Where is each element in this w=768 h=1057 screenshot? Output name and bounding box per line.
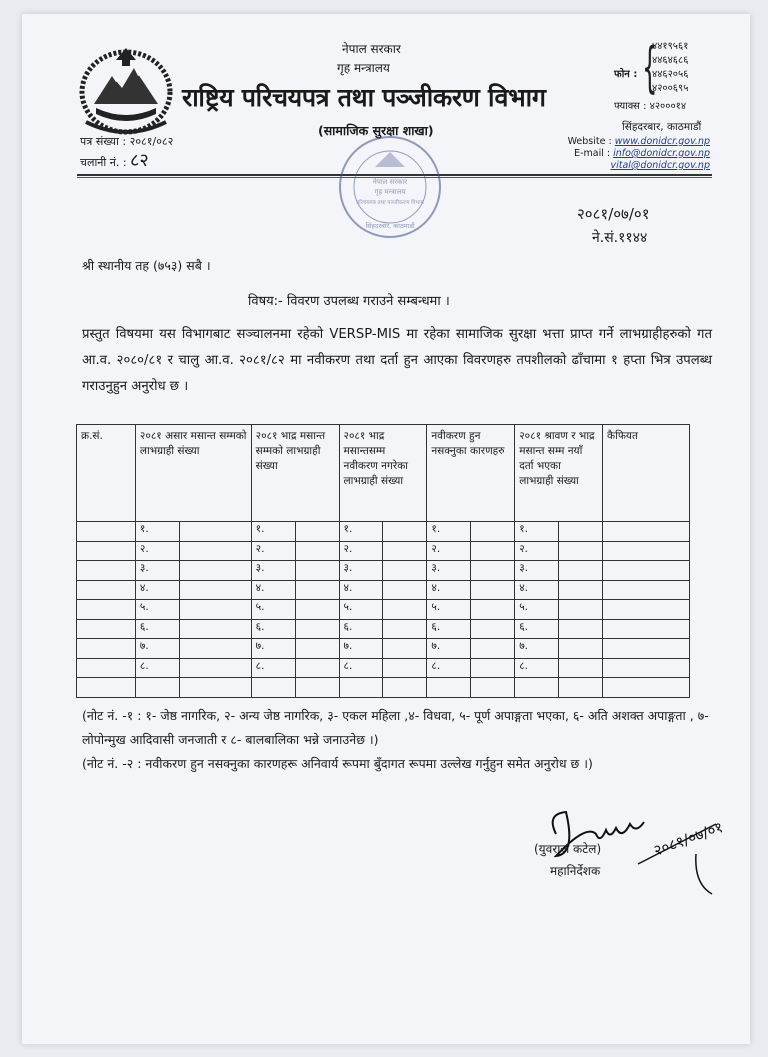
empty-cell (603, 678, 690, 698)
row-number-cell: ४. (427, 580, 471, 600)
row-number-cell: ८. (515, 658, 559, 678)
phone-number: ४२००६९५ (652, 83, 689, 94)
serial-cell (77, 658, 136, 678)
serial-cell (77, 639, 136, 659)
row-number-cell: ८. (427, 658, 471, 678)
row-number-cell: १. (251, 522, 295, 542)
empty-cell (339, 678, 383, 698)
row-number-cell: २. (251, 541, 295, 561)
nepal-emblem-icon (76, 42, 176, 138)
row-number-cell: ३. (339, 561, 383, 581)
table-row (77, 541, 690, 561)
column-header: नवीकरण हुन नसक्नुका कारणहरु (427, 425, 515, 522)
value-cell (559, 600, 603, 620)
row-number-cell: ५. (339, 600, 383, 620)
value-cell (295, 541, 339, 561)
value-cell (179, 639, 251, 659)
value-cell (471, 619, 515, 639)
empty-cell (251, 678, 295, 698)
value-cell (295, 600, 339, 620)
row-number-cell: १. (339, 522, 383, 542)
value-cell (559, 658, 603, 678)
empty-cell (295, 678, 339, 698)
body-paragraph: प्रस्तुत विषयमा यस विभागबाट सञ्चालनमा रहेको VERSP-MIS मा रहेका सामाजिक सुरक्षा भत्ता प्राप्त गर्ने लाभग्राहीहरुको गत आ.व. २०८०/८१ र चालु आ.व. २०८१/८२ मा नवीकरण तथा दर्ता हुन आएका विवरणहरु तपशीलको ढाँचामा १ हप्ता भित्र उपलब्ध गराउनुहुन अनुरोध छ । (82, 327, 712, 394)
row-number-cell: ७. (251, 639, 295, 659)
column-header: २०८१ भाद्र मसान्त सम्मको लाभग्राही संख्या (251, 425, 339, 522)
value-cell (295, 580, 339, 600)
empty-cell (179, 678, 251, 698)
row-number-cell: ७. (515, 639, 559, 659)
email-link-info[interactable]: info@donidcr.gov.np (613, 148, 710, 159)
row-number-cell: ७. (135, 639, 179, 659)
value-cell (559, 541, 603, 561)
value-cell (295, 619, 339, 639)
row-number-cell: ४. (515, 580, 559, 600)
empty-cell (77, 678, 136, 698)
table-row (77, 522, 690, 542)
row-number-cell: ६. (251, 619, 295, 639)
office-stamp (335, 132, 445, 242)
row-number-cell: २. (427, 541, 471, 561)
row-number-cell: ७. (339, 639, 383, 659)
reference-numbers (80, 132, 173, 172)
remarks-cell (603, 522, 690, 542)
stamp-line: नेपाल सरकार (372, 178, 408, 186)
value-cell (559, 561, 603, 581)
department-title: राष्ट्रिय परिचयपत्र तथा पञ्जीकरण विभाग (182, 83, 546, 112)
serial-cell (77, 522, 136, 542)
phone-label: फोन : (614, 69, 638, 80)
row-number-cell: ६. (135, 619, 179, 639)
email-label: E-mail : (574, 148, 611, 159)
row-number-cell: ३. (135, 561, 179, 581)
row-number-cell: २. (339, 541, 383, 561)
letter-page (22, 14, 750, 1044)
value-cell (471, 522, 515, 542)
row-number-cell: १. (515, 522, 559, 542)
value-cell (471, 600, 515, 620)
value-cell (383, 580, 427, 600)
remarks-cell (603, 600, 690, 620)
row-number-cell: १. (427, 522, 471, 542)
row-number-cell: ८. (339, 658, 383, 678)
value-cell (559, 639, 603, 659)
row-number-cell: ४. (251, 580, 295, 600)
value-cell (471, 541, 515, 561)
row-number-cell: ८. (135, 658, 179, 678)
table-row (77, 658, 690, 678)
phone-number: ४४६४६८६ (652, 55, 689, 66)
table-row (77, 600, 690, 620)
row-number-cell: ३. (515, 561, 559, 581)
value-cell (559, 619, 603, 639)
value-cell (179, 522, 251, 542)
value-cell (471, 658, 515, 678)
value-cell (383, 541, 427, 561)
ministry-name: गृह मन्त्रालय (337, 61, 390, 75)
recipient-line: श्री स्थानीय तह (७५३) सबै । (82, 258, 211, 273)
note-1: (नोट नं. -१ : १- जेष्ठ नागरिक, २- अन्य जेष्ठ नागरिक, ३- एकल महिला ,४- विधवा, ५- पूर्ण अपाङ्गता भएका, ६- अति अशक्त अपाङ्गता , ७- लोपोन्मुख आदिवासी जनजाती र ८- बालबालिका भन्ने जनाउनेछ ।) (82, 708, 709, 747)
serial-cell (77, 541, 136, 561)
column-header: २०८१ असार मसान्त सम्मको लाभग्राही संख्या (135, 425, 251, 522)
value-cell (179, 561, 251, 581)
value-cell (471, 639, 515, 659)
row-number-cell: ८. (251, 658, 295, 678)
remarks-cell (603, 561, 690, 581)
row-number-cell: २. (135, 541, 179, 561)
phone-number: ४४६२०५६ (652, 69, 689, 80)
stamp-line: सिंहदरबार, काठमाडौं (365, 222, 415, 230)
row-number-cell: ५. (135, 600, 179, 620)
empty-cell (427, 678, 471, 698)
remarks-cell (603, 658, 690, 678)
office-address: सिंहदरबार, काठमाडौं (622, 121, 702, 133)
value-cell (559, 580, 603, 600)
signature-date: २०८१/०७/०१ (651, 818, 726, 860)
value-cell (179, 580, 251, 600)
empty-cell (383, 678, 427, 698)
value-cell (383, 600, 427, 620)
value-cell (295, 561, 339, 581)
row-number-cell: १. (135, 522, 179, 542)
branch-name: (सामाजिक सुरक्षा शाखा) (318, 123, 434, 138)
value-cell (179, 619, 251, 639)
letter-ref-number: पत्र संख्या : २०८१/०८२ (80, 135, 174, 148)
value-cell (179, 600, 251, 620)
notes-block (82, 704, 722, 776)
stamp-line: गृह मन्त्रालय (374, 188, 406, 196)
value-cell (295, 658, 339, 678)
row-number-cell: ४. (135, 580, 179, 600)
report-format-table (76, 424, 690, 698)
row-number-cell: ५. (515, 600, 559, 620)
value-cell (383, 658, 427, 678)
serial-cell (77, 580, 136, 600)
value-cell (179, 541, 251, 561)
row-number-cell: ६. (339, 619, 383, 639)
row-number-cell: ४. (339, 580, 383, 600)
value-cell (383, 639, 427, 659)
empty-cell (471, 678, 515, 698)
table-row (77, 678, 690, 698)
column-header: कैफियत (603, 425, 690, 522)
contact-block (562, 136, 710, 172)
remarks-cell (603, 541, 690, 561)
value-cell (295, 522, 339, 542)
government-name: नेपाल सरकार (342, 42, 401, 56)
column-header: क्र.सं. (77, 425, 136, 522)
empty-cell (559, 678, 603, 698)
dispatch-value: ८२ (130, 150, 149, 171)
serial-cell (77, 619, 136, 639)
row-number-cell: ३. (427, 561, 471, 581)
serial-cell (77, 600, 136, 620)
column-header: २०८१ श्रावण र भाद्र मसान्त सम्म नयाँ दर्ता भएका लाभग्राही संख्या (515, 425, 603, 522)
phone-numbers (652, 40, 688, 96)
empty-cell (135, 678, 179, 698)
row-number-cell: ५. (427, 600, 471, 620)
table-row (77, 639, 690, 659)
dispatch-number: चलानी नं. : ८२ (80, 150, 149, 171)
remarks-cell (603, 580, 690, 600)
table-row (77, 561, 690, 581)
value-cell (471, 561, 515, 581)
row-number-cell: ६. (427, 619, 471, 639)
value-cell (383, 522, 427, 542)
table-row (77, 619, 690, 639)
table-header-row (77, 425, 690, 522)
email-link-vital[interactable]: vital@donidcr.gov.np (610, 160, 710, 171)
signatory-title: महानिर्देशक (550, 864, 601, 878)
website-label: Website : (567, 136, 612, 147)
remarks-cell (603, 619, 690, 639)
value-cell (383, 561, 427, 581)
signatory-name: (युवराज कटेल) (534, 842, 602, 856)
value-cell (471, 580, 515, 600)
empty-cell (515, 678, 559, 698)
value-cell (383, 619, 427, 639)
row-number-cell: ६. (515, 619, 559, 639)
row-number-cell: ५. (251, 600, 295, 620)
letter-date: २०८१/०७/०१ (577, 205, 650, 223)
subject-line: विषय:- विवरण उपलब्ध गराउने सम्बन्धमा । (248, 294, 450, 309)
serial-cell (77, 561, 136, 581)
row-number-cell: ३. (251, 561, 295, 581)
remarks-cell (603, 639, 690, 659)
note-2: (नोट नं. -२ : नवीकरण हुन नसक्नुका कारणहरू अनिवार्य रूपमा बुँदागत रूपमा उल्लेख गर्नुहुन समेत अनुरोध छ ।) (82, 756, 593, 771)
website-link[interactable]: www.donidcr.gov.np (614, 136, 710, 147)
value-cell (295, 639, 339, 659)
brace-glyph: { (642, 36, 658, 99)
value-cell (559, 522, 603, 542)
value-cell (179, 658, 251, 678)
row-number-cell: ७. (427, 639, 471, 659)
table-row (77, 580, 690, 600)
stamp-line: परिचयपत्र तथा पञ्जीकरण विभाग (356, 200, 424, 206)
phone-number: ४४१९५६१ (652, 41, 689, 52)
fax-number: फ्याक्स : ४२०००१४ (614, 101, 687, 112)
column-header: २०८१ भाद्र मसान्तसम्म नवीकरण नगरेका लाभग्राही संख्या (339, 425, 427, 522)
row-number-cell: २. (515, 541, 559, 561)
nepal-sambat-date: ने.सं.११४४ (592, 230, 648, 246)
